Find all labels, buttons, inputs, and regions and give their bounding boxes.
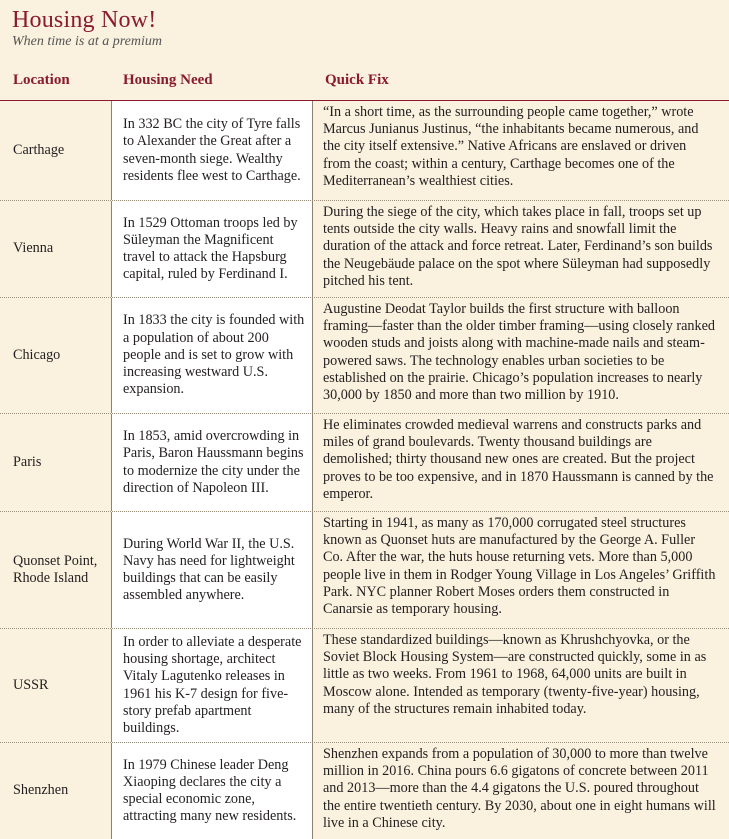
- table-row: [0, 512, 729, 629]
- location-cell: USSR: [13, 676, 49, 693]
- fix-text: Starting in 1941, as many as 170,000 corrugated steel structures known as Quonset huts are manufactured by the George A. Fuller Co. After the war, the huts house returning vets. More than 5,000 people live in them in Rodger Young Village in Los Angeles’ Griffith Park. NYC planner Robert Moses orders them constructed in Canarsie as temporary housing.: [323, 515, 716, 618]
- table-row: [0, 101, 729, 201]
- need-text: In order to alleviate a desperate housing shortage, architect Vitaly Lagutenko releases in 1961 his K-7 design for five-story prefab apartment buildings.: [123, 633, 302, 736]
- fix-cell: [313, 298, 729, 413]
- need-text: In 1833 the city is founded with a population of about 200 people and is set to grow with increasing westward U.S. expansion.: [123, 312, 305, 398]
- fix-text: During the siege of the city, which takes place in fall, troops set up tents outside the city walls. Heavy rains and snowfall limit the duration of the attack and force retreat. Later, Ferdinand’s son builds the Neugebäude palace on the spot where Süleyman had supposedly pitched his tent.: [323, 204, 713, 289]
- column-header-need: Housing Need: [123, 71, 213, 88]
- column-header-location: Location: [13, 71, 70, 88]
- need-text: In 332 BC the city of Tyre falls to Alexander the Great after a seven-month siege. Wealthy residents flee west to Carthage.: [123, 116, 301, 184]
- table-row: [0, 743, 729, 839]
- fix-cell: [313, 629, 729, 742]
- page-subtitle: When time is at a premium: [12, 34, 162, 49]
- table-row: [0, 201, 729, 298]
- need-cell: [111, 743, 313, 839]
- fix-text: He eliminates crowded medieval warrens and constructs parks and miles of grand boulevards. Twenty thousand buildings are demolished; thirty thousand new ones are created. But the project proves to be too expensive, and in 1870 Haussmann is canned by the emperor.: [323, 417, 714, 502]
- need-text: In 1979 Chinese leader Deng Xiaoping declares the city a special economic zone, attracting many new residents.: [123, 756, 297, 825]
- fix-cell: [313, 743, 729, 839]
- need-cell: [111, 629, 313, 742]
- table-row: [0, 414, 729, 512]
- fix-cell: [313, 512, 729, 628]
- fix-text: Augustine Deodat Taylor builds the first structure with balloon framing—faster than the older timber framing—using closely ranked wooden studs and joists along with machine-made nails and steam-powered saws. The technology enables urban societies to be established on the prairie. Chicago’s population increases to nearly 30,000 by 1850 and more than two million by 1910.: [323, 301, 716, 404]
- housing-table: [0, 60, 729, 839]
- location-cell: Quonset Point, Rhode Island: [13, 552, 98, 586]
- need-text: In 1853, amid overcrowding in Paris, Baron Haussmann begins to modernize the city under the direction of Napoleon III.: [123, 428, 304, 496]
- fix-text: Shenzhen expands from a population of 30,000 to more than twelve million in 2016. China pours 6.6 gigatons of concrete between 2011 and 2013—more than the 4.4 gigatons the U.S. poured throughout the entire twentieth century. By 2030, about one in eight humans will live in a Chinese city.: [323, 746, 716, 831]
- fix-text: “In a short time, as the surrounding people came together,” wrote Marcus Junianus Justinus, “the inhabitants became numerous, and the city itself extensive.” Native Africans are enslaved or driven from the coast; within a century, Carthage becomes one of the Mediterranean’s wealthiest cities.: [323, 104, 699, 189]
- fix-cell: [313, 201, 729, 297]
- need-cell: [111, 298, 313, 413]
- location-cell: Paris: [13, 453, 42, 470]
- table-row: [0, 298, 729, 414]
- location-cell: Chicago: [13, 346, 61, 363]
- table-row: [0, 629, 729, 743]
- need-cell: [111, 512, 313, 628]
- table-header-row: [0, 60, 729, 101]
- fix-cell: [313, 414, 729, 511]
- location-cell: Carthage: [13, 141, 65, 158]
- location-cell: Shenzhen: [13, 782, 69, 799]
- need-cell: [111, 201, 313, 297]
- location-cell: Vienna: [13, 240, 54, 257]
- page-header: [12, 5, 162, 50]
- need-text: During World War II, the U.S. Navy has need for lightweight buildings that can be easily assembled anywhere.: [123, 535, 295, 604]
- column-header-fix: Quick Fix: [325, 71, 389, 88]
- need-cell: [111, 414, 313, 511]
- page-title: Housing Now!: [12, 7, 157, 33]
- fix-cell: [313, 101, 729, 200]
- need-cell: [111, 101, 313, 200]
- fix-text: These standardized buildings—known as Khrushchyovka, or the Soviet Block Housing System—are constructed quickly, some in as little as two weeks. From 1961 to 1968, 64,000 units are built in Moscow alone. Intended as temporary (twenty-five-year) housing, many of the structures remain inhabited today.: [323, 632, 707, 717]
- need-text: In 1529 Ottoman troops led by Süleyman the Magnificent travel to attack the Hapsburg capital, ruled by Ferdinand I.: [123, 214, 298, 283]
